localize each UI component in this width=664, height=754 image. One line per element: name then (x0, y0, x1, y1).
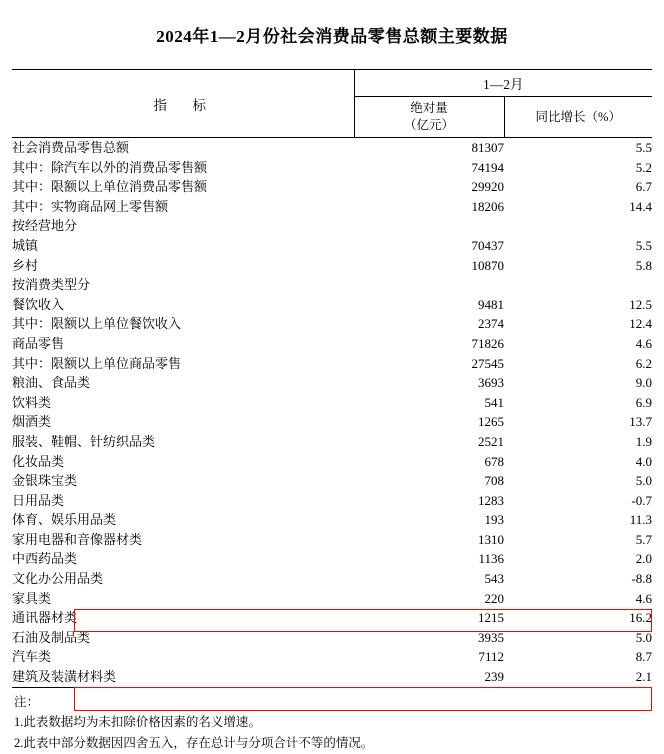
row-absolute-value: 3935 (478, 629, 504, 645)
row-label: 烟酒类 (12, 414, 52, 430)
row-absolute-value (354, 275, 504, 295)
column-header-absolute (354, 97, 504, 138)
table-row (12, 177, 652, 197)
table-header (12, 70, 652, 138)
row-absolute-value: 239 (484, 669, 504, 685)
row-label: 建筑及装潢材料类 (12, 669, 117, 685)
row-growth-value: 5.7 (635, 531, 652, 547)
row-absolute-value: 1283 (478, 492, 504, 508)
table-row (12, 647, 652, 667)
row-label: 家具类 (12, 590, 52, 606)
row-growth-value: 12.5 (629, 296, 652, 312)
row-growth-value: 5.0 (635, 629, 652, 645)
notes-heading: 注： (14, 694, 40, 709)
table-row (12, 412, 652, 432)
row-label: 其中：实物商品网上零售额 (12, 198, 169, 214)
row-growth-value: 16.2 (629, 610, 652, 626)
row-growth-value: 8.7 (635, 649, 652, 665)
note-line-1: 1.此表数据均为未扣除价格因素的名义增速。 (14, 715, 261, 730)
row-label: 社会消费品零售总额 (12, 140, 130, 155)
row-absolute-value: 678 (484, 453, 504, 469)
table-row (12, 510, 652, 530)
table-row (12, 667, 652, 687)
row-growth-value: 1.9 (635, 433, 652, 449)
row-growth-value: 4.6 (635, 590, 652, 606)
row-growth-value: 4.6 (635, 335, 652, 351)
table-row (12, 236, 652, 256)
row-label: 其中：限额以上单位餐饮收入 (12, 316, 182, 332)
row-absolute-value: 71826 (471, 335, 504, 351)
table-row (12, 432, 652, 452)
row-growth-value: 5.0 (635, 473, 652, 489)
row-growth-value: 14.4 (629, 198, 652, 214)
row-label: 汽车类 (12, 649, 52, 665)
row-absolute-value: 1215 (478, 610, 504, 626)
row-growth-value: 5.8 (635, 257, 652, 273)
row-growth-value: 12.4 (629, 316, 652, 332)
row-label: 粮油、食品类 (12, 375, 91, 391)
row-absolute-value: 70437 (471, 237, 504, 253)
row-label: 中西药品类 (12, 551, 78, 567)
table-row (12, 275, 652, 295)
table-row (12, 256, 652, 276)
column-header-absolute-unit: （亿元） (403, 118, 454, 132)
row-growth-value: -8.8 (631, 571, 652, 587)
row-label: 其中：限额以上单位商品零售 (12, 355, 182, 371)
row-absolute-value: 27545 (471, 355, 504, 371)
table-row (12, 138, 652, 158)
table-header-row-1 (12, 70, 652, 97)
table-row (12, 314, 652, 334)
statistics-table (12, 69, 652, 687)
row-absolute-value: 10870 (471, 257, 504, 273)
row-growth-value: 6.7 (635, 179, 652, 195)
row-label: 家用电器和音像器材类 (12, 531, 143, 547)
row-absolute-value: 543 (484, 571, 504, 587)
row-absolute-value (354, 216, 504, 236)
table-row (12, 491, 652, 511)
row-label: 其中：限额以上单位消费品零售额 (12, 179, 208, 195)
row-absolute-value: 74194 (471, 159, 504, 175)
row-growth-value: 13.7 (629, 414, 652, 430)
row-growth-value: 11.3 (629, 512, 652, 528)
table-row (12, 608, 652, 628)
row-absolute-value: 193 (484, 512, 504, 528)
row-label: 服装、鞋帽、针纺织品类 (12, 433, 156, 449)
table-row (12, 589, 652, 609)
row-growth-value: 5.5 (635, 237, 652, 253)
row-label: 体育、娱乐用品类 (12, 512, 117, 528)
row-label: 餐饮收入 (12, 296, 65, 312)
row-absolute-value: 1136 (478, 551, 504, 567)
row-absolute-value: 541 (484, 394, 504, 410)
table-row (12, 393, 652, 413)
row-label: 化妆品类 (12, 453, 65, 469)
row-label: 其中：除汽车以外的消费品零售额 (12, 159, 208, 175)
table-row (12, 628, 652, 648)
row-growth-value: 6.9 (635, 394, 652, 410)
table-row (12, 295, 652, 315)
table-row (12, 197, 652, 217)
table-row (12, 471, 652, 491)
row-label: 按消费类型分 (12, 277, 91, 293)
row-absolute-value: 7112 (478, 649, 504, 665)
row-growth-value (504, 216, 652, 236)
table-row (12, 549, 652, 569)
page-title: 2024年1—2月份社会消费品零售总额主要数据 (156, 27, 508, 46)
table-bottom-rule (12, 687, 652, 688)
row-absolute-value: 81307 (471, 140, 504, 155)
row-growth-value: 6.2 (635, 355, 652, 371)
row-label: 日用品类 (12, 492, 65, 508)
row-growth-value (504, 275, 652, 295)
row-absolute-value: 1310 (478, 531, 504, 547)
row-absolute-value: 29920 (471, 179, 504, 195)
notes-block (12, 692, 652, 754)
table-body (12, 138, 652, 687)
table-row (12, 373, 652, 393)
row-growth-value: 5.2 (635, 159, 652, 175)
row-growth-value: 2.1 (635, 669, 652, 685)
row-label: 饮料类 (12, 394, 52, 410)
row-absolute-value: 2374 (478, 316, 504, 332)
row-label: 金银珠宝类 (12, 473, 78, 489)
row-absolute-value: 2521 (478, 433, 504, 449)
column-header-indicator: 指 标 (12, 70, 354, 138)
table-row (12, 158, 652, 178)
column-header-period: 1—2月 (354, 70, 652, 97)
table-row (12, 530, 652, 550)
table-row (12, 354, 652, 374)
column-header-absolute-label: 绝对量 (410, 101, 448, 116)
row-label: 按经营地分 (12, 218, 78, 234)
table-row (12, 569, 652, 589)
row-growth-value: 2.0 (635, 551, 652, 567)
column-header-growth: 同比增长（%） (504, 97, 652, 138)
row-growth-value: 5.5 (635, 140, 652, 155)
table-row (12, 216, 652, 236)
table-row (12, 452, 652, 472)
row-label: 石油及制品类 (12, 629, 91, 645)
row-absolute-value: 9481 (478, 296, 504, 312)
row-label: 通讯器材类 (12, 610, 78, 626)
row-label: 商品零售 (12, 335, 65, 351)
row-absolute-value: 1265 (478, 414, 504, 430)
row-growth-value: 4.0 (635, 453, 652, 469)
row-growth-value: -0.7 (631, 492, 652, 508)
row-label: 文化办公用品类 (12, 571, 104, 587)
note-line-2: 2.此表中部分数据因四舍五入，存在总计与分项合计不等的情况。 (14, 735, 374, 750)
row-absolute-value: 220 (484, 590, 504, 606)
row-growth-value: 9.0 (635, 375, 652, 391)
row-label: 城镇 (12, 237, 39, 253)
row-label: 乡村 (12, 257, 39, 273)
row-absolute-value: 3693 (478, 375, 504, 391)
table-row (12, 334, 652, 354)
row-absolute-value: 708 (484, 473, 504, 489)
document-page (0, 22, 664, 752)
row-absolute-value: 18206 (471, 198, 504, 214)
